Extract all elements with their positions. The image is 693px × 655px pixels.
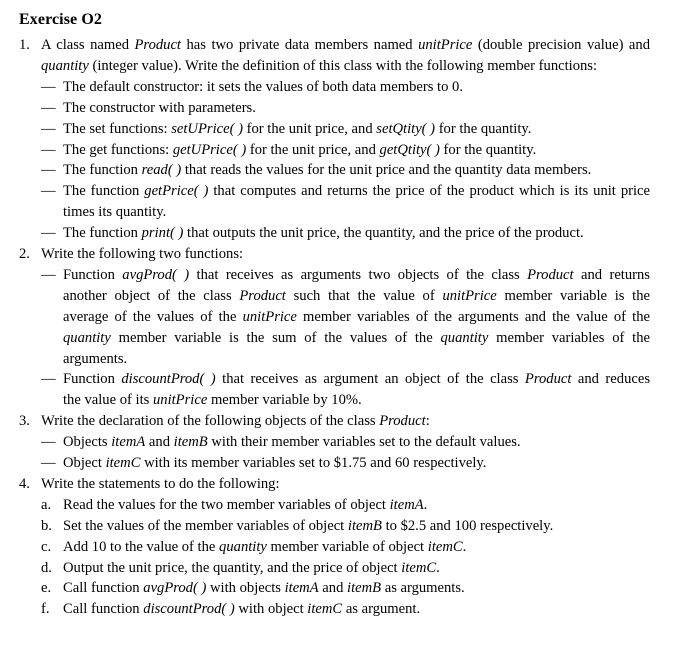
- q4-item-letter: a.: [41, 496, 52, 513]
- q4-number: 4.: [19, 475, 30, 492]
- q1-item-1-line: The constructor with parameters.: [63, 99, 256, 116]
- q4-item-letter: d.: [41, 559, 52, 576]
- q2-item-1-line: Function discountProd( ) that receives as argument an object of the class Product and reduces: [63, 371, 650, 388]
- q1-item-5-line: The function getPrice( ) that computes and returns the price of the product which is its unit price: [63, 183, 650, 200]
- q4-item-4: Call function avgProd( ) with objects itemA and itemB as arguments.: [63, 580, 465, 597]
- dash-bullet: —: [41, 120, 56, 137]
- q1-item-4-line: The function read( ) that reads the values for the unit price and the quantity data members.: [63, 162, 592, 179]
- q4-intro-line: Write the statements to do the following:: [41, 475, 280, 492]
- q2-number: 2.: [19, 246, 30, 262]
- q4-item-letter: f.: [41, 601, 50, 618]
- dash-bullet: —: [41, 99, 56, 116]
- q3-intro-line: Write the declaration of the following objects of the class Product:: [41, 413, 430, 430]
- q2-item-1-line: the value of its unitPrice member variable by 10%.: [63, 392, 362, 409]
- q1-item-6-line: The function print( ) that outputs the unit price, the quantity, and the price of the product.: [63, 225, 584, 242]
- dash-bullet: —: [41, 225, 56, 242]
- q3-item-0-line: Objects itemA and itemB with their member variables set to the default values.: [63, 434, 521, 451]
- q2-item-0-line: another object of the class Product such that the value of unitPrice member variable is the: [63, 287, 651, 304]
- dash-bullet: —: [41, 455, 56, 471]
- q3-item-1-line: Object itemC with its member variables set to $1.75 and 60 respectively.: [63, 455, 487, 471]
- dash-bullet: —: [41, 141, 56, 158]
- q1-intro-line: quantity (integer value). Write the definition of this class with the following member functions:: [41, 57, 598, 74]
- q1-item-0-line: The default constructor: it sets the values of both data members to 0.: [63, 78, 464, 95]
- q2-item-0-line: arguments.: [63, 350, 128, 367]
- q4-item-letter: e.: [41, 580, 52, 597]
- q3-number: 3.: [19, 413, 30, 430]
- q4-item-letter: c.: [41, 538, 52, 555]
- q1-number: 1.: [19, 37, 30, 53]
- dash-bullet: —: [41, 266, 56, 283]
- q2-item-0-line: quantity member variable is the sum of the values of the quantity member variables of the: [63, 329, 650, 346]
- q2-item-0-line: average of the values of the unitPrice member variables of the arguments and the value of the: [63, 308, 650, 325]
- dash-bullet: —: [41, 78, 56, 95]
- dash-bullet: —: [41, 371, 56, 388]
- q1-item-2-line: The set functions: setUPrice( ) for the unit price, and setQtity( ) for the quantity.: [63, 120, 532, 137]
- q4-item-1: Set the values of the member variables of object itemB to $2.5 and 100 respectively.: [63, 517, 554, 534]
- q4-item-3: Output the unit price, the quantity, and the price of object itemC.: [63, 559, 440, 576]
- q4-item-letter: b.: [41, 517, 52, 534]
- q4-item-2: Add 10 to the value of the quantity member variable of object itemC.: [63, 538, 467, 555]
- q4-item-5: Call function discountProd( ) with object itemC as argument.: [63, 601, 421, 618]
- q1-intro-line: A class named Product has two private data members named unitPrice (double precision value) and: [41, 37, 651, 53]
- dash-bullet: —: [41, 434, 56, 451]
- q4-item-0: Read the values for the two member variables of object itemA.: [63, 496, 428, 513]
- dash-bullet: —: [41, 162, 56, 179]
- q2-item-0-line: Function avgProd( ) that receives as arguments two objects of the class Product and returns: [63, 266, 650, 283]
- q1-item-5-line: times its quantity.: [63, 204, 167, 221]
- q1-item-3-line: The get functions: getUPrice( ) for the unit price, and getQtity( ) for the quantity.: [63, 141, 537, 158]
- exercise-title: Exercise O2: [19, 11, 103, 28]
- dash-bullet: —: [41, 183, 56, 200]
- q2-intro-line: Write the following two functions:: [41, 246, 244, 262]
